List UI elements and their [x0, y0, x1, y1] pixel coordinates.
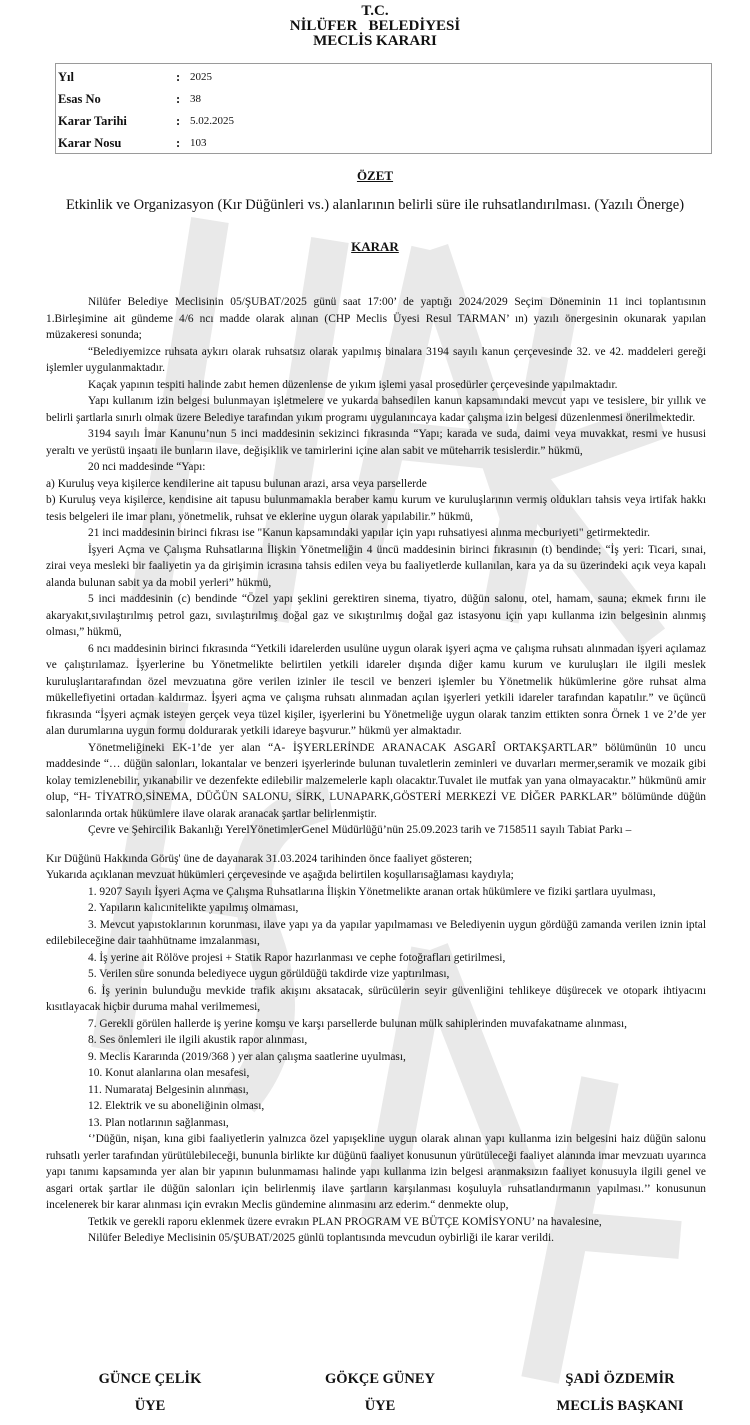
paragraph: Yapı kullanım izin belgesi bulunmayan işletmelere ve yukarda bahsedilen kanun kapsamındaki mevcut yapı ve tesislere, bir yıllık ve belirli şartlarla sınırlı olmak üzere Belediye tarafından yıkım programı uygulanıncaya kadar çalışma izin belgesi düzenlenmesi önerilmektedir.	[46, 395, 706, 424]
info-row-decision-no	[58, 132, 711, 154]
condition-item: 8. Ses önlemleri ile ilgili akustik rapor alınması,	[88, 1034, 308, 1046]
info-colon: :	[176, 135, 181, 150]
decision-title: KARAR	[351, 239, 399, 254]
condition-item: 11. Numarataj Belgesinin alınması,	[88, 1083, 249, 1096]
info-value: 2025	[190, 71, 212, 83]
header-municipality: NİLÜFER BELEDİYESİ	[289, 18, 461, 34]
condition-item: 1. 9207 Sayılı İşyeri Açma ve Çalışma Ruhsatlarına İlişkin Yönetmelikte aranan ortak hükümlere ve fiziki şartlara uyulması,	[88, 885, 656, 898]
paragraph: 20 nci maddesinde “Yapı:	[88, 461, 206, 473]
info-value: 38	[190, 93, 201, 105]
paragraph: ‘’Düğün, nişan, kına gibi faaliyetlerin yalnızca özel yapışekline uygun olarak alınan yapı kullanma izin belgesini haiz düğün salonu ruhsatlı yerler tarafından yürütülebileceği, bununla birlikte kır düğünü faaliyet konusunun yürütüleceği faaliyet alanında imar mevzuatı uyarınca yapı tanımı kapsamında yer alan bir yapının bulunmaması halinde yapı kullanma izin belgesi aranmaksızın faaliyet konusuyla ilgili genel ve asgari ortak şartlar ile düğün salonları için belirlenmiş ilave şartların karşılanması koşuluyla ruhsatlandırmanın yapılması.’’ konusunun incelenerek bir karar alınması için evrakın Meclis gündemine alınmasını arz ederim.“ denmekte olup,	[46, 1133, 706, 1211]
signature-title: MECLİS BAŞKANI	[556, 1398, 684, 1414]
paragraph: Yönetmeliğineki EK-1’de yer alan “A- İŞYERLERİNDE ARANACAK ASGARÎ ORTAKŞARTLAR” bölümünün 10 uncu maddesinde “… düğün salonları, lokantalar ve benzeri işyerlerinde bulunan tuvaletlerin zeminleri ve duvarları mermer,seramik ve mozaik gibi kolay temizlenebilir, yıkanabilir ve dezenfekte edilebilir malzemelerle kaplı olacaktır.Tuvalet ile mutfak yan yana olmayacaktır.” hükmünü amir olup, “H- TİYATRO,SİNEMA, DÜĞÜN SALONU, SİRK, LUNAPARK,GÖSTERİ MERKEZİ VE DİĞER PARKLAR” bölümünde düğün salonlarında ortak hükümlere ilave olarak aranacak şartlar belirlenmiştir.	[46, 741, 706, 820]
paragraph: Nilüfer Belediye Meclisinin 05/ŞUBAT/2025 günü saat 17:00’ de yaptığı 2024/2029 Seçim Döneminin 11 inci toplantısının 1.Birleşimine ait gündeme 4/6 ncı madde olarak alınan (CHP Meclis Üyesi Resul TARMAN’ ın) yazılı önergesinin okunarak yapılan müzakeresi sonunda;	[46, 296, 706, 341]
info-row-esas-no	[58, 88, 711, 110]
signature-name: GÖKÇE GÜNEY	[325, 1371, 435, 1387]
condition-item: 4. İş yerine ait Rölöve projesi + Statik Rapor hazırlanması ve cephe fotoğrafları getirilmesi,	[88, 951, 506, 964]
info-row-year	[58, 66, 711, 88]
paragraph: Kır Düğünü Hakkında Görüş' üne de dayanarak 31.03.2024 tarihinden önce faaliyet gösteren;	[46, 852, 473, 865]
paragraph: “Belediyemizce ruhsata aykırı olarak ruhsatsız olarak yapılmış binalara 3194 sayılı kanun çerçevesinde 32. ve 42. maddeleri gereği işlemler uygulanmaktadır.	[46, 345, 706, 374]
header-tc: T.C.	[361, 3, 389, 19]
info-colon: :	[176, 69, 181, 84]
summary-text: Etkinlik ve Organizasyon (Kır Düğünleri vs.) alanlarının belirli süre ile ruhsatlandırılması. (Yazılı Önerge)	[65, 197, 685, 213]
signature-member-2	[300, 1366, 460, 1420]
info-label: Yıl	[58, 69, 74, 84]
summary-title: ÖZET	[356, 168, 394, 183]
signature-name: ŞADİ ÖZDEMİR	[565, 1371, 675, 1387]
condition-item: 13. Plan notlarının sağlanması,	[88, 1116, 229, 1129]
paragraph: Çevre ve Şehircilik Bakanlığı YerelYönetimlerGenel Müdürlüğü’nün 25.09.2023 tarih ve 7158511 sayılı Tabiat Parkı –	[88, 824, 632, 836]
paragraph: a) Kuruluş veya kişilerce kendilerine ait tapusu bulunan arazi, arsa veya parsellerde	[46, 477, 427, 490]
info-row-decision-date	[58, 110, 711, 132]
signature-title: ÜYE	[364, 1398, 396, 1414]
condition-item: 10. Konut alanlarına olan mesafesi,	[88, 1067, 250, 1079]
paragraph: 3194 sayılı İmar Kanunu’nun 5 inci maddesinin sekizinci fıkrasında “Yapı; karada ve suda, daimi veya muvakkat, resmi ve hususi yeraltı ve yerüstü inşaatı ile bunların ilave, değişiklik ve tamirlerini içine alan sabit ve müteharrik tesislerdir.” hükmü,	[46, 428, 706, 457]
paragraph: 5 inci maddesinin (c) bendinde “Özel yapı şeklini gerektiren sinema, tiyatro, düğün salonu, otel, hamam, sauna; ekmek fırını ile akaryakıt,sıvılaştırılmış petrol gazı, sıvılaştırılmış doğal gaz ve sıkıştırılmış doğal gaz istasyonu için yapı kullanma izin belgesinin alınmış olması,” hükmü,	[46, 593, 706, 638]
info-colon: :	[176, 113, 181, 128]
paragraph: 21 inci maddesinin birinci fıkrası ise "Kanun kapsamındaki yapılar için yapı ruhsatiyesi alınma mecburiyeti" getirmektedir.	[88, 527, 650, 539]
paragraph: Tetkik ve gerekli raporu eklenmek üzere evrakın PLAN PROGRAM VE BÜTÇE KOMİSYONU’ na havalesine,	[88, 1215, 602, 1228]
signature-title: ÜYE	[134, 1398, 166, 1414]
info-value: 5.02.2025	[190, 115, 234, 127]
condition-item: 3. Mevcut yapıstoklarının korunması, ilave yapı ya da yapılar yapılmaması ve Belediyenin uygun gördüğü zamanda verilen iznin iptal edilebileceğine dair taahhütname imzalanması,	[46, 918, 706, 947]
info-label: Esas No	[58, 91, 101, 106]
paragraph: Kaçak yapının tespiti halinde zabıt hemen düzenlense de yıkım işlemi yasal prosedürler çerçevesinde yapılmaktadır.	[88, 378, 618, 391]
paragraph: b) Kuruluş veya kişilerce, kendisine ait tapusu bulunmamakla beraber kamu kurum ve kuruluşlarının vermiş oldukları tahsis veya irtifak hakkı tesis belgeleri ile imar planı, yönetmelik, ruhsat ve eklerine uygun olarak yapılabilir.” hükmü,	[46, 494, 706, 523]
condition-item: 6. İş yerinin bulunduğu mevkide trafik akışını aksatacak, sürücülerin seyir güvenliğini tehlikeye düşürecek ve otopark ihtiyacını kısıtlayacak hiçbir duruma mahal verilmemesi,	[46, 984, 706, 1013]
paragraph: 6 ncı maddesinin birinci fıkrasında “Yetkili idarelerden usulüne uygun olarak işyeri açma ve çalışma ruhsatı alınmadan işyeri açılamaz ve çalıştırılamaz. İşyerlerine bu Yönetmelikte belirtilen yetkili idareler dışında diğer kamu kurum ve kuruluşları ile ilgili meslek kuruluşlarıtarafından özel mevzuatına göre verilen izinler ile tescil ve benzeri işlemler bu Yönetmelik hükümlerine göre ruhsat alma mükellefiyetini ortadan kaldırmaz. İşyeri açma ve çalışma ruhsatı alınmadan açılan işyerleri yetkili idareler tarafından kapatılır.” ve üçüncü fıkrasında “İşyeri açmak isteyen gerçek veya tüzel kişiler, işyerlerini bu Yönetmeliğe uygun olarak tanzim ettikten sonra Örnek 1 ve 2’de yer alan durumlarına uygun formu doldurarak yetkili idareye başvurur.” hükmü yer almaktadır.	[46, 642, 706, 737]
paragraph: Yukarıda açıklanan mevzuat hükümleri çerçevesinde ve aşağıda belirtilen koşullarısağlaması kaydıyla;	[46, 869, 514, 881]
signature-member-1	[70, 1366, 230, 1420]
paragraph: Nilüfer Belediye Meclisinin 05/ŞUBAT/2025 günlü toplantısında mevcudun oybirliği ile karar verildi.	[88, 1232, 554, 1244]
signature-president	[520, 1366, 720, 1420]
condition-item: 12. Elektrik ve su aboneliğinin olması,	[88, 1100, 265, 1112]
condition-item: 2. Yapıların kalıcınitelikte yapılmış olmaması,	[88, 902, 299, 914]
document-header	[0, 0, 750, 49]
decision-body	[46, 294, 706, 1247]
header-decision: MECLİS KARARI	[313, 33, 437, 49]
condition-item: 5. Verilen süre sonunda belediyece uygun görüldüğü takdirde vize yaptırılması,	[88, 968, 450, 980]
signature-name: GÜNCE ÇELİK	[98, 1371, 202, 1387]
condition-item: 9. Meclis Kararında (2019/368 ) yer alan çalışma saatlerine uyulması,	[88, 1050, 406, 1063]
decision-info-box	[55, 63, 712, 154]
condition-item: 7. Gerekli görülen hallerde iş yerine komşu ve karşı parsellerde bulunan mülk sahiplerinden muvafakatname alınması,	[88, 1017, 627, 1030]
info-colon: :	[176, 91, 181, 106]
info-value: 103	[190, 137, 207, 149]
paragraph: İşyeri Açma ve Çalışma Ruhsatlarına İlişkin Yönetmeliğin 4 üncü maddesinin birinci fıkrasının (t) bendinde; “İş yeri: Ticari, sınai, zirai veya mesleki bir faaliyetin ya da girişimin icrasına tahsis edilen veya bu faaliyetlerde kullanılan, kara ya da su üzerindeki açık veya kapalı alanda bulunan sabit ya da mobil yerleri” hükmü,	[46, 543, 706, 589]
info-label: Karar Nosu	[58, 135, 122, 150]
info-label: Karar Tarihi	[58, 113, 127, 128]
